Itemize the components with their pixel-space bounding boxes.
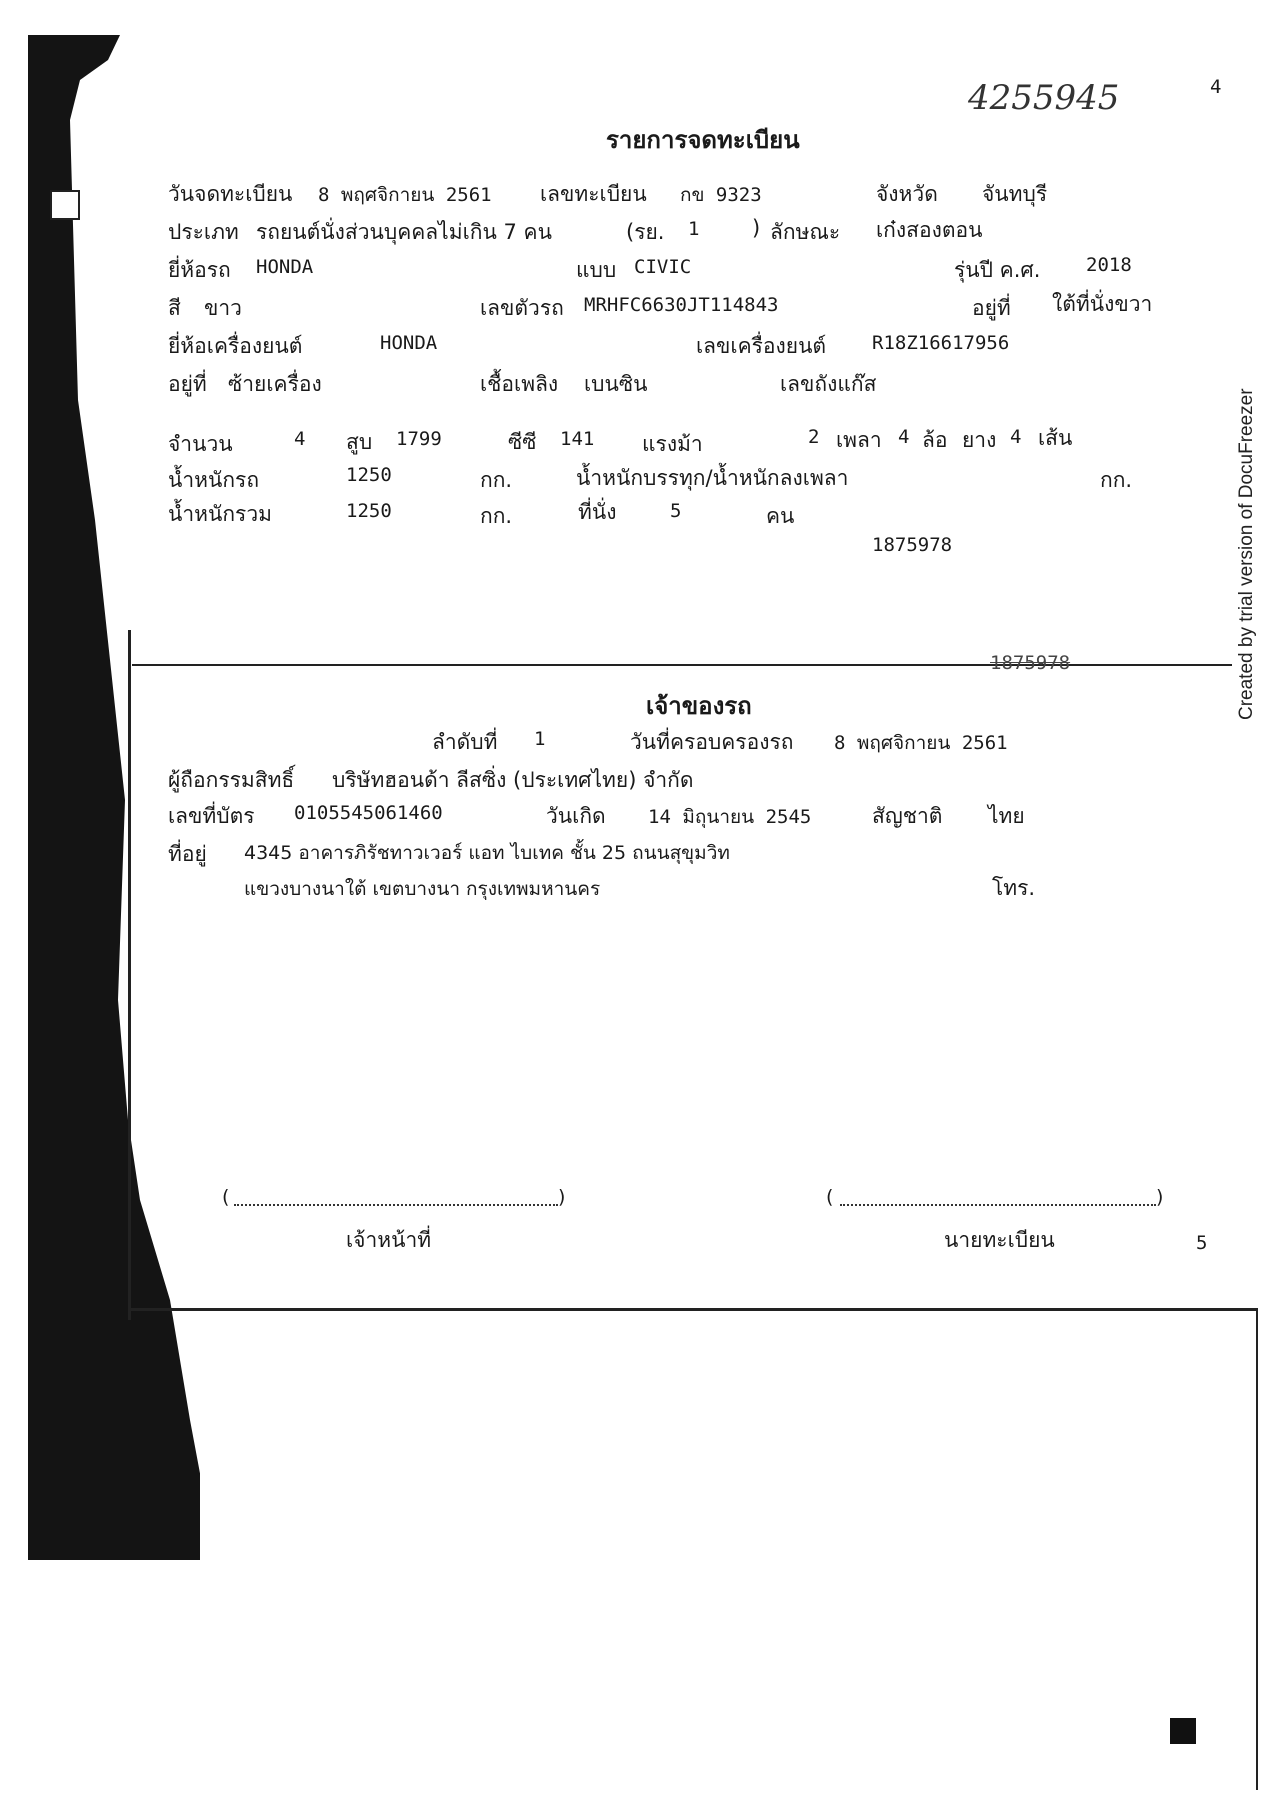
engine-no-value: R18Z16617956 — [872, 332, 1010, 354]
weight-label: น้ำหนักรถ — [168, 468, 260, 492]
phone-label: โทร. — [992, 876, 1036, 900]
province-label: จังหวัด — [876, 182, 938, 206]
birth-date-label: วันเกิด — [546, 804, 606, 828]
fuel-label: เชื้อเพลิง — [480, 372, 559, 396]
gross-weight-value: 1250 — [346, 500, 392, 522]
page-number-bottom: 5 — [1196, 1232, 1208, 1254]
rs-open: (รย. — [626, 220, 665, 244]
seat-label: ที่นั่ง — [578, 500, 617, 524]
fuel-value: เบนซิน — [584, 372, 648, 396]
officer-paren-open: ( — [222, 1186, 230, 1208]
owner-title: เจ้าของรถ — [646, 692, 752, 720]
year-label: รุ่นปี ค.ศ. — [954, 258, 1041, 282]
engine-location-value: ซ้ายเครื่อง — [228, 372, 322, 396]
count-value: 4 — [294, 428, 306, 450]
engine-brand-value: HONDA — [380, 332, 438, 354]
registrar-role: นายทะเบียน — [944, 1228, 1055, 1252]
year-value: 2018 — [1086, 254, 1132, 276]
engine-location-label: อยู่ที่ — [168, 372, 207, 396]
cylinder-label: สูบ — [346, 430, 373, 454]
horsepower-label: แรงม้า — [642, 432, 703, 456]
vin-location-label: อยู่ที่ — [972, 296, 1011, 320]
seat-unit: คน — [766, 504, 795, 528]
brand-value: HONDA — [256, 256, 314, 278]
vin-label: เลขตัวรถ — [480, 296, 564, 320]
rs-close: ) — [752, 216, 761, 240]
nationality-value: ไทย — [988, 804, 1025, 828]
possession-date-label: วันที่ครอบครองรถ — [630, 730, 794, 754]
axle-value: 2 — [808, 426, 820, 448]
engine-no-label: เลขเครื่องยนต์ — [696, 334, 827, 358]
gas-tank-label: เลขถังแก๊ส — [780, 372, 877, 396]
type-value: รถยนต์นั่งส่วนบุคคลไม่เกิน 7 คน — [256, 220, 552, 244]
plate-label: เลขทะเบียน — [540, 182, 647, 206]
page-number-top: 4 — [1210, 76, 1222, 98]
count-label: จำนวน — [168, 432, 233, 456]
right-border-line — [1256, 1310, 1258, 1790]
axle-label: เพลา — [836, 428, 882, 452]
bottom-frame-line — [128, 1308, 1258, 1311]
wheel-value: 4 — [898, 426, 910, 448]
model-value: CIVIC — [634, 256, 692, 278]
address-line-2: แขวงบางนาใต้ เขตบางนา กรุงเทพมหานคร — [244, 878, 601, 900]
holder-label: ผู้ถือกรรมสิทธิ์ — [168, 768, 295, 792]
sequence-label: ลำดับที่ — [432, 730, 498, 754]
model-label: แบบ — [576, 258, 617, 282]
watermark-text: Created by trial version of DocuFreezer — [1236, 388, 1257, 720]
officer-paren-close: ) — [558, 1186, 566, 1208]
registrar-paren-open: ( — [826, 1186, 834, 1208]
plate-value: กข 9323 — [680, 184, 762, 206]
weight-value: 1250 — [346, 464, 392, 486]
id-card-label: เลขที่บัตร — [168, 804, 255, 828]
tire-label: ยาง — [962, 428, 997, 452]
province-value: จันทบุรี — [982, 182, 1048, 206]
weight-unit: กก. — [480, 468, 513, 492]
registration-title: รายการจดทะเบียน — [606, 126, 800, 154]
registrar-signature-line — [840, 1190, 1156, 1206]
reg-date-label: วันจดทะเบียน — [168, 182, 293, 206]
left-border-line — [128, 630, 131, 1320]
holder-value: บริษัทฮอนด้า ลีสซิ่ง (ประเทศไทย) จำกัด — [332, 768, 694, 792]
id-card-value: 0105545061460 — [294, 802, 443, 824]
serial-number: 1875978 — [872, 534, 953, 556]
rs-value: 1 — [688, 218, 700, 240]
gross-weight-unit: กก. — [480, 504, 513, 528]
load-unit: กก. — [1100, 468, 1133, 492]
type-label: ประเภท — [168, 220, 239, 244]
officer-role: เจ้าหน้าที่ — [346, 1228, 432, 1252]
handwritten-number: 4255945 — [968, 78, 1120, 118]
address-line-1: 4345 อาคารภิรัชทาวเวอร์ แอท ไบเทค ชั้น 25 ถนนสุขุมวิท — [244, 842, 730, 864]
load-label: น้ำหนักบรรทุก/น้ำหนักลงเพลา — [576, 466, 849, 490]
officer-signature-line — [234, 1190, 558, 1206]
possession-date-value: 8 พฤศจิกายน 2561 — [834, 732, 1008, 754]
cylinder-value: 1799 — [396, 428, 442, 450]
engine-brand-label: ยี่ห้อเครื่องยนต์ — [168, 334, 303, 358]
seat-value: 5 — [670, 500, 682, 522]
tire-unit: เส้น — [1038, 426, 1073, 450]
tire-value: 4 — [1010, 426, 1022, 448]
nationality-label: สัญชาติ — [872, 804, 943, 828]
birth-date-value: 14 มิถุนายน 2545 — [648, 806, 812, 828]
vin-value: MRHFC6630JT114843 — [584, 294, 779, 316]
cc-value: 141 — [560, 428, 595, 450]
gross-weight-label: น้ำหนักรวม — [168, 502, 272, 526]
color-value: ขาว — [204, 296, 242, 320]
brand-label: ยี่ห้อรถ — [168, 258, 231, 282]
color-label: สี — [168, 296, 181, 320]
wheel-label: ล้อ — [922, 428, 948, 452]
registrar-paren-close: ) — [1156, 1186, 1164, 1208]
vin-location-value: ใต้ที่นั่งขวา — [1052, 292, 1153, 316]
address-label: ที่อยู่ — [168, 842, 207, 866]
reg-date-value: 8 พฤศจิกายน 2561 — [318, 184, 492, 206]
sequence-value: 1 — [534, 728, 546, 750]
style-label: ลักษณะ — [770, 220, 841, 244]
serial-number-struck: 1875978 — [990, 652, 1071, 674]
corner-mark — [1170, 1718, 1196, 1744]
style-value: เก๋งสองตอน — [876, 218, 983, 242]
checkbox-box — [50, 190, 80, 220]
cc-label: ซีซี — [508, 430, 537, 454]
